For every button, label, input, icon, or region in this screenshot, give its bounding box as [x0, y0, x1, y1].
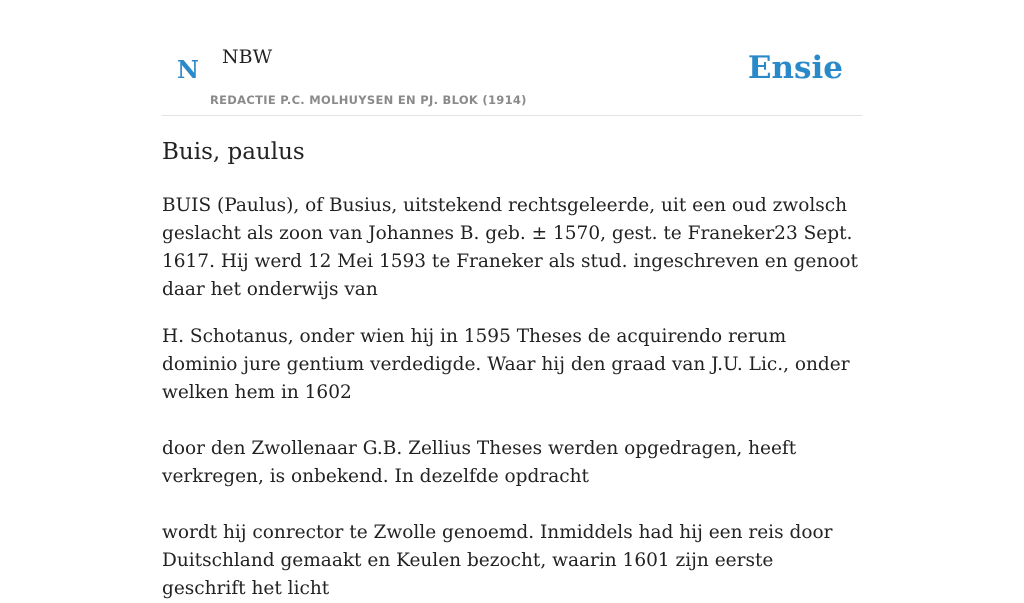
source-logo-icon[interactable]: N: [177, 55, 199, 84]
source-name[interactable]: NBW: [222, 46, 273, 68]
paragraph: wordt hij conrector te Zwolle genoemd. Inmiddels had hij een reis door Duitschland gemaakt en Keulen bezocht, waarin 1601 zijn eerste geschrift het licht: [162, 522, 833, 599]
header: [162, 0, 862, 116]
page-title: Buis, paulus: [162, 139, 305, 165]
paragraph: door den Zwollenaar G.B. Zellius Theses werden opgedragen, heeft verkregen, is onbekend. In dezelfde opdracht: [162, 438, 797, 487]
ensie-logo[interactable]: Ensie: [747, 50, 843, 86]
article-body: [162, 192, 862, 603]
article-page: [162, 0, 862, 599]
paragraph: H. Schotanus, onder wien hij in 1595 Theses de acquirendo rerum dominio jure gentium verdedigde. Waar hij den graad van J.U. Lic., onder welken hem in 1602: [162, 326, 850, 403]
source-editors: REDACTIE P.C. MOLHUYSEN EN PJ. BLOK (1914): [210, 93, 527, 107]
paragraph: BUIS (Paulus), of Busius, uitstekend rechtsgeleerde, uit een oud zwolsch geslacht als zoon van Johannes B. geb. ± 1570, gest. te Franeker23 Sept. 1617. Hij werd 12 Mei 1593 te Franeker als stud. ingeschreven en genoot daar het onderwijs van: [162, 195, 858, 300]
